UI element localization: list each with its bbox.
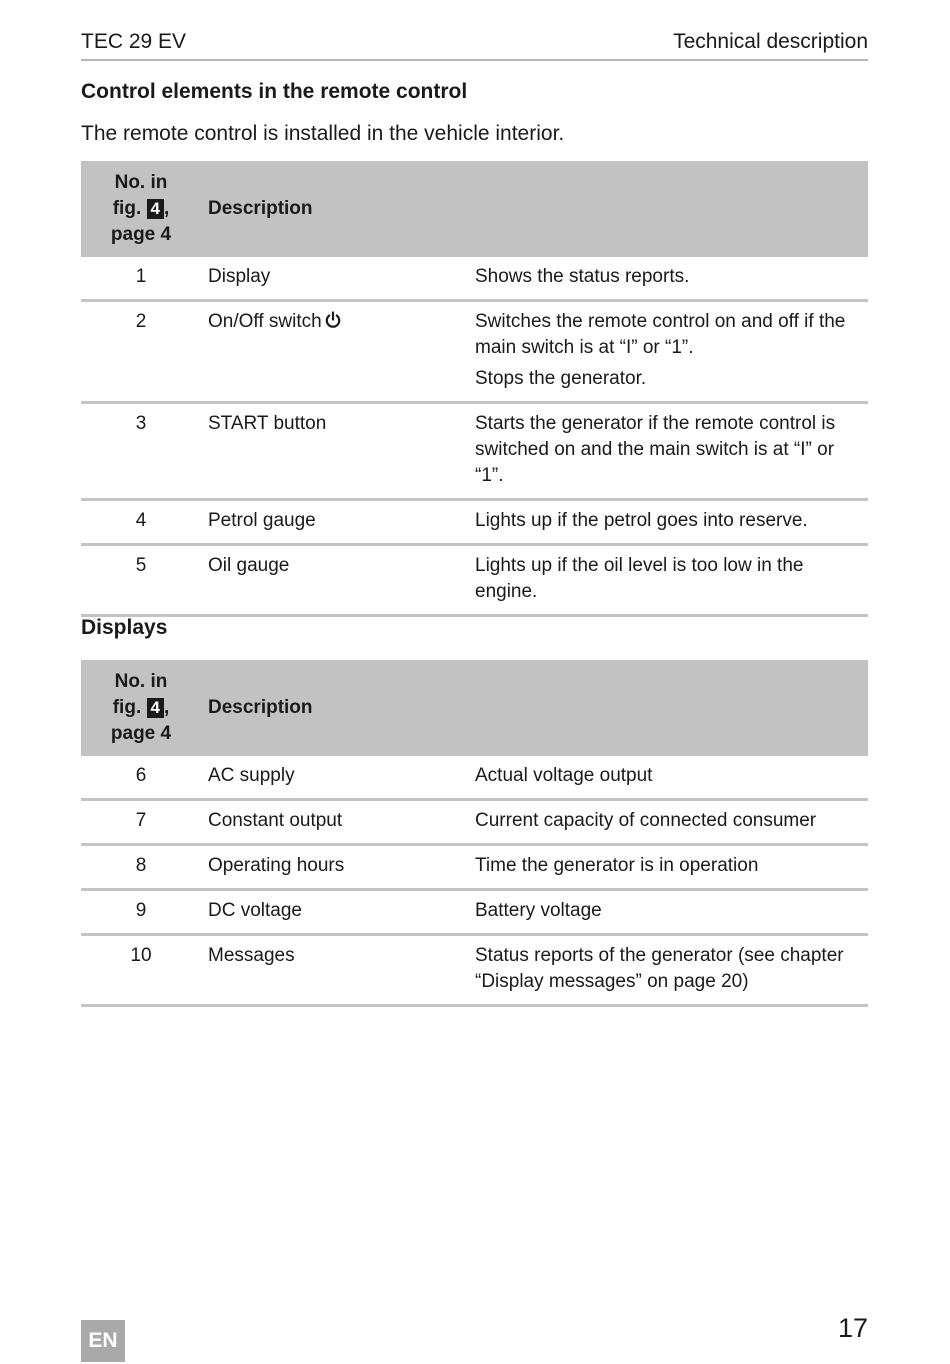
table-row (81, 756, 868, 800)
control-elements-table (81, 161, 868, 617)
row-number: 8 (81, 845, 201, 890)
row-description: Time the generator is in operation (468, 845, 868, 890)
row-name: Messages (201, 935, 468, 1006)
table-row (81, 500, 868, 545)
column-header-number: No. in fig. 4 , page 4 (110, 172, 172, 245)
row-name: Operating hours (201, 845, 468, 890)
table-row (81, 890, 868, 935)
row-description: Starts the generator if the remote control is switched on and the main switch is at “I” or “1”. (468, 403, 868, 500)
row-description: Current capacity of connected consumer (468, 800, 868, 845)
table-row (81, 545, 868, 616)
row-name: AC supply (201, 756, 468, 800)
row-description: Actual voltage output (468, 756, 868, 800)
column-header-empty (468, 161, 868, 257)
row-description: Lights up if the petrol goes into reserve. (468, 500, 868, 545)
row-description: Shows the status reports. (468, 257, 868, 301)
table-row (81, 257, 868, 301)
row-number: 4 (81, 500, 201, 545)
language-badge: EN (81, 1320, 125, 1362)
table-row (81, 403, 868, 500)
row-number: 5 (81, 545, 201, 616)
table-row (81, 935, 868, 1006)
table-row (81, 301, 868, 403)
row-description: Switches the remote control on and off if the main switch is at “I” or “1”. Stops the generator. (468, 301, 868, 403)
document-title: TEC 29 EV (81, 30, 187, 53)
row-description: Battery voltage (468, 890, 868, 935)
row-name: DC voltage (201, 890, 468, 935)
row-name: Constant output (201, 800, 468, 845)
column-header-description: Description (208, 697, 313, 718)
figure-reference: 4 (147, 199, 164, 219)
table-row (81, 845, 868, 890)
row-name: Petrol gauge (201, 500, 468, 545)
power-icon (325, 311, 341, 337)
row-description: Status reports of the generator (see chapter “Display messages” on page 20) (468, 935, 868, 1006)
column-header-description: Description (208, 198, 313, 219)
table-row (81, 800, 868, 845)
chapter-title: Technical description (673, 30, 868, 53)
row-number: 7 (81, 800, 201, 845)
table-header-row (81, 660, 868, 756)
figure-reference: 4 (147, 698, 164, 718)
row-description: Lights up if the oil level is too low in the engine. (468, 545, 868, 616)
row-name: On/Off switch (201, 301, 468, 403)
column-header-empty (468, 660, 868, 756)
row-number: 9 (81, 890, 201, 935)
column-header-number: No. in fig. 4 , page 4 (110, 671, 172, 744)
table-header-row (81, 161, 868, 257)
row-number: 3 (81, 403, 201, 500)
row-number: 1 (81, 257, 201, 301)
row-number: 10 (81, 935, 201, 1006)
page-header (81, 30, 868, 61)
section-title-control-elements: Control elements in the remote control (81, 80, 468, 103)
row-name: START button (201, 403, 468, 500)
page-number: 17 (837, 1313, 868, 1343)
row-name: Oil gauge (201, 545, 468, 616)
row-number: 6 (81, 756, 201, 800)
intro-text: The remote control is installed in the vehicle interior. (81, 122, 565, 145)
displays-table (81, 660, 868, 1007)
section-title-displays: Displays (81, 616, 168, 639)
row-name: Display (201, 257, 468, 301)
row-number: 2 (81, 301, 201, 403)
